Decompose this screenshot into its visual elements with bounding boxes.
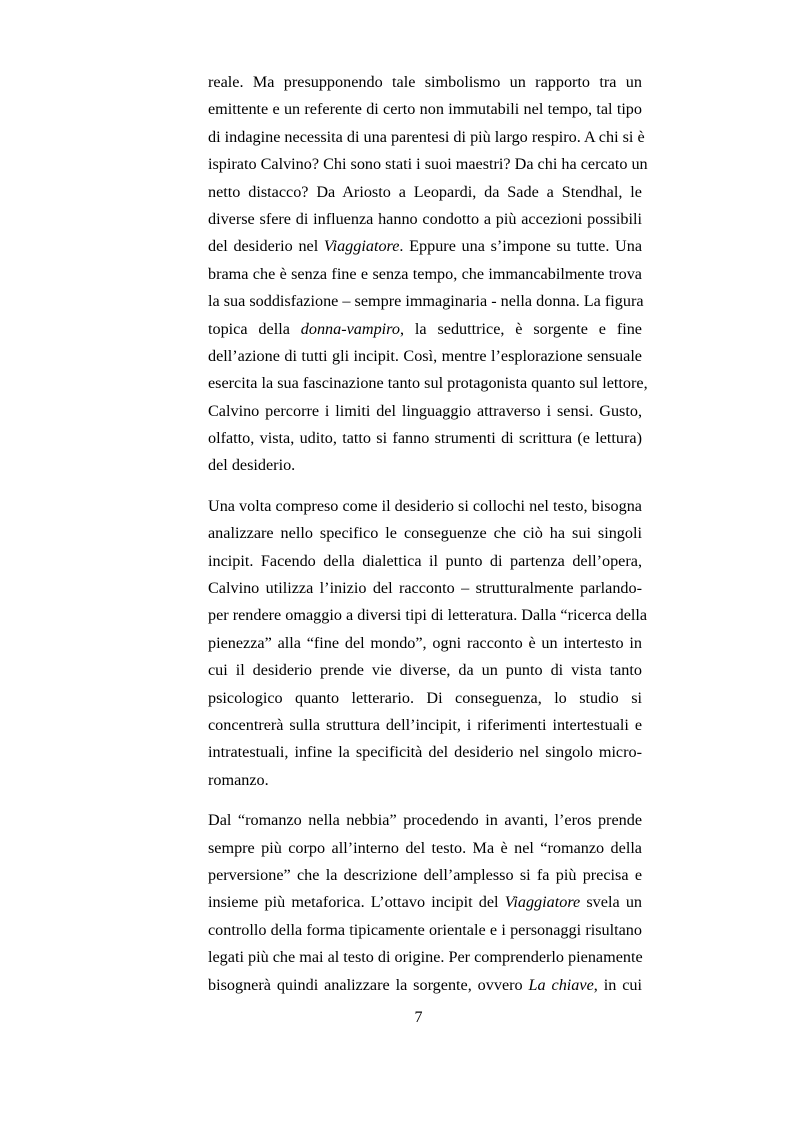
text-run: perversione” che la descrizione dell’amplesso si fa più precisa e <box>208 865 642 884</box>
text-line <box>208 520 642 547</box>
text-run: reale. Ma presupponendo tale simbolismo un rapporto tra un <box>208 73 642 91</box>
text-line <box>208 972 642 999</box>
text-line <box>208 602 648 629</box>
text-line <box>208 548 642 575</box>
text-run: ispirato Calvino? Chi sono stati i suoi maestri? Da chi ha cercato un <box>208 155 648 174</box>
page-number: 7 <box>414 1009 423 1026</box>
text-run: pienezza” alla “fine del mondo”, ogni racconto è un intertesto in <box>208 633 642 652</box>
text-run: . Eppure una s’impone su tutte. Una <box>399 237 642 256</box>
text-line <box>208 944 642 971</box>
text-run: olfatto, vista, udito, tatto si fanno strumenti di scrittura (e lettura) <box>208 429 642 448</box>
text-line <box>208 124 645 151</box>
text-line <box>208 96 642 123</box>
text-run: brama che è senza fine e senza tempo, che immancabilmente trova <box>208 264 642 283</box>
text-run: cui il desiderio prende vie diverse, da un punto di vista tanto <box>208 661 642 680</box>
text-run: analizzare nello specifico le conseguenze che ciò ha sui singoli <box>208 524 642 543</box>
text-run: bisognerà quindi analizzare la sorgente, ovvero <box>208 975 529 994</box>
text-run: del desiderio. <box>208 456 296 475</box>
text-line <box>208 261 642 288</box>
text-line <box>208 917 642 944</box>
text-line <box>208 206 642 233</box>
text-line <box>208 807 642 834</box>
text-run: intratestuali, infine la specificità del desiderio nel singolo micro- <box>208 743 642 762</box>
text-run: topica della <box>208 319 301 338</box>
italic-title: Viaggiatore <box>504 893 581 912</box>
text-run: netto distacco? Da Ariosto a Leopardi, da Sade a Stendhal, le <box>208 182 642 201</box>
text-line <box>208 493 642 520</box>
text-line <box>208 685 642 712</box>
text-run: dell’azione di tutti gli incipit. Così, mentre l’esplorazione sensuale <box>208 346 642 365</box>
text-run: Dal “romanzo nella nebbia” procedendo in avanti, l’eros prende <box>208 811 642 830</box>
text-line <box>208 835 642 862</box>
text-line <box>208 370 648 397</box>
text-run: psicologico quanto letterario. Di conseguenza, lo studio si <box>208 688 642 707</box>
text-run: Calvino percorre i limiti del linguaggio attraverso i sensi. Gusto, <box>208 401 642 420</box>
text-run: controllo della forma tipicamente orientale e i personaggi risultano <box>208 920 642 939</box>
text-run: la sua soddisfazione – sempre immaginaria - nella donna. La figura <box>208 292 644 311</box>
italic-title: Viaggiatore <box>323 237 400 256</box>
text-line <box>208 69 642 96</box>
text-run: concentrerà sulla struttura dell’incipit, i riferimenti intertestuali e <box>208 715 642 734</box>
text-line <box>208 179 642 206</box>
text-line <box>208 343 642 370</box>
paragraph <box>208 69 648 480</box>
text-line <box>208 425 642 452</box>
text-run: diverse sfere di influenza hanno condotto a più accezioni possibili <box>208 209 642 228</box>
text-line <box>208 575 642 602</box>
text-line <box>208 233 642 260</box>
text-run: emittente e un referente di certo non immutabili nel tempo, tal tipo <box>208 100 642 119</box>
text-run: esercita la sua fascinazione tanto sul protagonista quanto sul lettore, <box>208 374 648 393</box>
text-run: romanzo. <box>208 770 269 789</box>
text-line <box>208 630 642 657</box>
text-run: sempre più corpo all’interno del testo. Ma è nel “romanzo della <box>208 838 642 857</box>
text-run: insieme più metaforica. L’ottavo incipit del <box>208 893 505 912</box>
text-run: per rendere omaggio a diversi tipi di letteratura. Dalla “ricerca della <box>208 606 648 625</box>
text-run: del desiderio nel <box>208 237 324 256</box>
body-text <box>208 69 648 1012</box>
text-run: di indagine necessita di una parentesi di più largo respiro. A chi si è <box>208 127 645 146</box>
italic-title: La chiave <box>528 975 594 994</box>
text-line <box>208 889 642 916</box>
paragraph <box>208 807 642 999</box>
text-run: , la seduttrice, è sorgente e fine <box>399 319 642 338</box>
text-run: Una volta compreso come il desiderio si collochi nel testo, bisogna <box>208 496 642 515</box>
paragraph <box>208 493 648 794</box>
text-line <box>208 712 642 739</box>
text-line <box>208 151 648 178</box>
text-line <box>208 739 642 766</box>
italic-title: donna-vampiro <box>300 319 400 338</box>
text-run: Calvino utilizza l’inizio del racconto – strutturalmente parlando- <box>208 579 642 598</box>
text-line <box>208 288 642 315</box>
text-line <box>208 316 642 343</box>
text-line <box>208 657 642 684</box>
text-run: incipit. Facendo della dialettica il punto di partenza dell’opera, <box>208 551 642 570</box>
text-line <box>208 862 642 889</box>
text-line <box>208 452 642 479</box>
text-line <box>208 767 642 794</box>
text-run: legati più che mai al testo di origine. Per comprenderlo pienamente <box>208 948 643 967</box>
text-run: svela un <box>580 893 643 912</box>
text-run: , in cui <box>593 975 642 994</box>
text-line <box>208 398 642 425</box>
